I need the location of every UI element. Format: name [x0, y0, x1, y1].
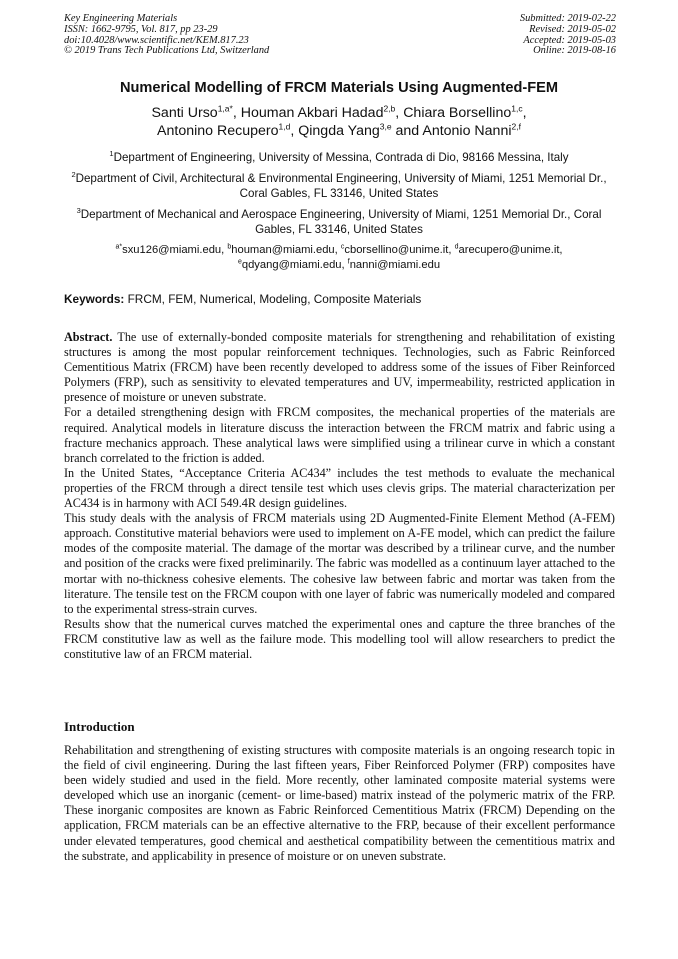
introduction-body	[64, 743, 615, 864]
author: Chiara Borsellino$^{1,c}$,	[403, 103, 527, 121]
accepted-date: Accepted: 2019-05-03	[523, 34, 616, 46]
doi: doi:10.4028/www.scientific.net/KEM.817.23	[64, 34, 249, 46]
affiliation-3: $^3$Department of Mechanical and Aerospace Engineering, University of Miami, 1251 Memorial Dr., Coral Gables, FL 33146, United States	[76, 206, 602, 236]
affiliation-2: $^2$Department of Civil, Architectural & Environmental Engineering, University of Miami, 1251 Memorial Dr., Coral Gables, FL 33146, United States	[71, 170, 607, 200]
abstract-label: Abstract.	[64, 330, 113, 344]
online-date: Online: 2019-08-16	[533, 45, 616, 57]
author: Antonino Recupero$^{1,d}$,	[157, 121, 299, 139]
journal-header-left	[64, 14, 269, 57]
email: $^e$qdyang@miami.edu,	[237, 257, 348, 271]
email-list	[64, 243, 614, 272]
journal-header-right	[520, 14, 616, 57]
affiliation-1: $^1$Department of Engineering, University of Messina, Contrada di Dio, 98166 Messina, Italy	[109, 149, 569, 164]
email: $^d$arecupero@unime.it,	[454, 243, 563, 256]
author: Qingda Yang$^{3,e}$ and	[298, 121, 423, 139]
abstract-paragraph: This study deals with the analysis of FRCM materials using 2D Augmented-Finite Element Method (A-FEM) approach. Constitutive material behaviors were used to implement on A-FE model, which can predict the failure modes of the composite material. The damage of the mortar was described by a trilinear curve, and the number and position of the cracks were fixed preliminarily. The fabric was modelled as a continuum layer attached to the mortar with no-thickness cohesive elements. The cohesive law between fabric and mortar was taken from the literature. The tensile test on the FRCM coupon with one layer of fabric was numerically modeled and compared to the experimental stress-strain curves.	[64, 511, 615, 616]
abstract	[64, 330, 615, 662]
revised-date: Revised: 2019-05-02	[529, 23, 616, 35]
keywords-label: Keywords:	[64, 292, 125, 306]
copyright: © 2019 Trans Tech Publications Ltd, Switzerland	[64, 45, 270, 57]
introduction-paragraph: Rehabilitation and strengthening of existing structures with composite materials is an ongoing research topic in the field of civil engineering. During the last fifteen years, Fiber Reinforced Polymer (FRP) composites have been widely studied and used in the field. More recently, other laminated composite material systems were developed which use an inorganic (cement- or lime-based) matrix instead of the polymeric matrix of the FRP. These inorganic composites are known as Fabric Reinforced Cementitious Matrix (FRCM) Depending on the application, FRCM materials can be an effective alternative to the FRP, because of their excellent performance under elevated temperatures, good chemical and aesthetical compatibility between the cementitious matrix and the substrate, and applicability in presence of moisture or on uneven substrate.	[64, 743, 615, 863]
keywords	[64, 292, 614, 306]
abstract-paragraph: Abstract. The use of externally-bonded composite materials for strengthening and rehabilitation of existing structures is among the most popular reinforcement techniques. Technologies, such as Fabric Reinforced Cementitious Matrix (FRCM) have been recently developed to address some of the issues of Fiber Reinforced Polymers (FRP), such as sensitivity to elevated temperatures and UV, impermeability, restricted application in presence of moisture or uneven substrate.	[64, 330, 615, 405]
author: Houman Akbari Hadad$^{2,b}$,	[240, 103, 404, 121]
author: Antonio Nanni$^{2,f}$	[422, 121, 521, 139]
journal-name: Key Engineering Materials	[64, 13, 178, 24]
email: $^{a*}$sxu126@miami.edu,	[115, 243, 228, 256]
keywords-text: FRCM, FEM, Numerical, Modeling, Composite Materials	[127, 292, 422, 306]
submitted-date: Submitted: 2019-02-22	[519, 13, 616, 24]
abstract-paragraph: For a detailed strengthening design with FRCM composites, the mechanical properties of the materials are required. Analytical models in literature discuss the interaction between the FRCM matrix and fabric using a fracture mechanics approach. These analytical laws were simplified using a trilinear curve in which a constant branch correlated to the friction is added.	[64, 405, 615, 465]
author-list	[90, 104, 588, 140]
email: $^f$nanni@miami.edu	[347, 257, 441, 271]
issn: ISSN: 1662-9795, Vol. 817, pp 23-29	[64, 23, 218, 35]
introduction-heading: Introduction	[64, 719, 135, 734]
author: Santi Urso$^{1,a*}$,	[151, 103, 241, 121]
abstract-paragraph: In the United States, “Acceptance Criteria AC434” includes the test methods to evaluate the mechanical properties of the FRCM through a direct tensile test which uses clevis grips. The material characterization per AC434 is in harmony with ACI 549.4R design guidelines.	[64, 465, 615, 511]
email: $^c$cborsellino@unime.it,	[340, 243, 455, 256]
email: $^b$houman@miami.edu,	[227, 243, 341, 256]
abstract-paragraph: Results show that the numerical curves matched the experimental ones and capture the three branches of the FRCM constitutive law as well as the failure mode. This modelling tool will allow researchers to predict the constitutive law of an FRCM material.	[64, 616, 615, 661]
paper-title: Numerical Modelling of FRCM Materials Using Augmented-FEM	[119, 80, 559, 96]
